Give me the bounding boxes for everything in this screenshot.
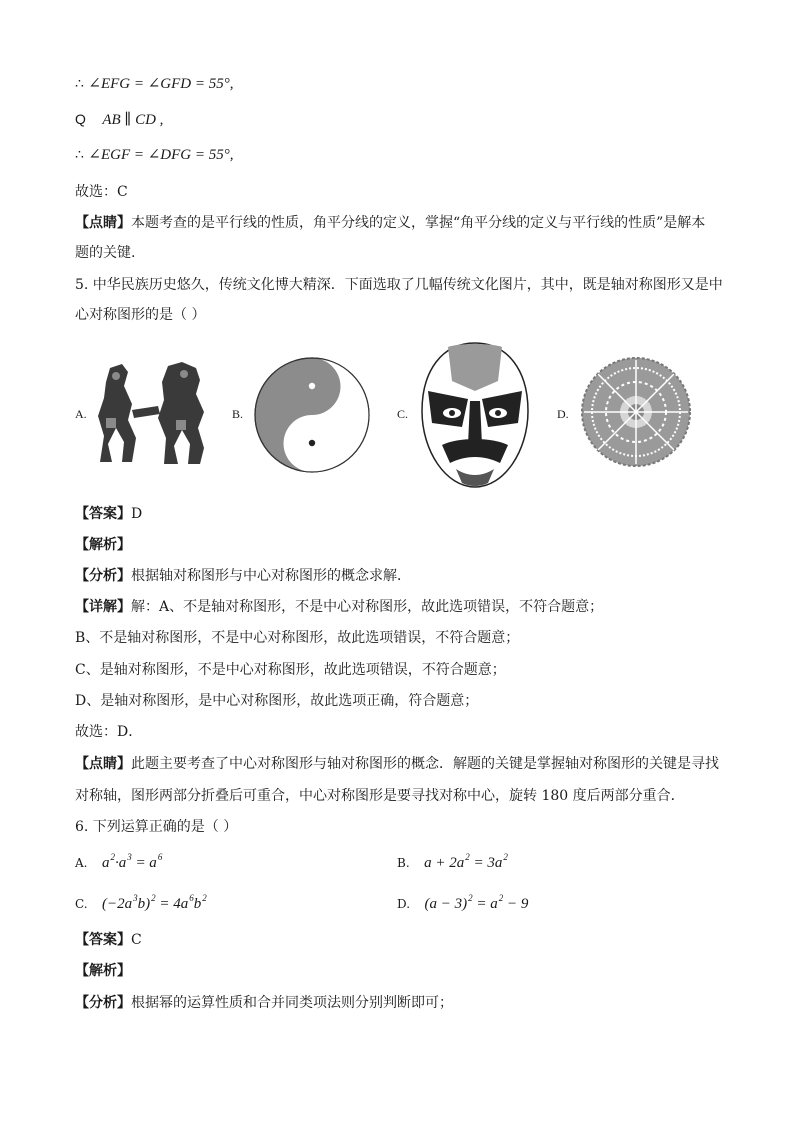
q6-option-d	[397, 895, 528, 914]
shadow-puppet-figure	[92, 358, 212, 470]
answer-value: D	[131, 506, 143, 522]
option-b-math: $a + 2a^2 = 3a^2$	[424, 852, 508, 871]
question-6: 6. 下列运算正确的是（ ）	[75, 819, 238, 835]
jiexi-6: 【解析】	[75, 963, 131, 979]
dianjing-4	[75, 214, 705, 232]
answer-6	[75, 931, 142, 949]
section-tag: 【详解】	[75, 599, 131, 615]
therefore-symbol: ∴	[75, 147, 84, 163]
xiangjie-5	[75, 598, 603, 616]
jiexi-5: 【解析】	[75, 537, 131, 553]
section-text: 此题主要考查了中心对称图形与轴对称图形的概念．解题的关键是掌握轴对称图形的关键是寻找	[131, 756, 719, 772]
q6-option-c	[75, 895, 207, 914]
section-text: 本题考查的是平行线的性质，角平分线的定义，掌握“角平分线的定义与平行线的性质”是解本	[131, 215, 706, 231]
answer-5	[75, 505, 142, 523]
option-a-label: A.	[75, 407, 87, 421]
dianjing-4-cont: 题的关键.	[75, 245, 136, 261]
yin-yang-figure	[254, 357, 370, 473]
detail-b: B、不是轴对称图形，不是中心对称图形，故此选项错误，不符合题意；	[75, 630, 520, 646]
because-symbol: Q	[75, 111, 86, 127]
detail-d: D、是轴对称图形，是中心对称图形，故此选项正确，符合题意；	[75, 693, 479, 709]
option-label: A.	[75, 856, 88, 870]
option-b-label: B.	[232, 407, 244, 421]
section-text: 根据幂的运算性质和合并同类项法则分别判断即可；	[131, 995, 453, 1011]
select-5: 故选：D．	[75, 724, 143, 740]
proof-line-2	[75, 110, 163, 129]
opera-mask-figure	[418, 341, 532, 489]
paper-cut-figure	[580, 356, 692, 468]
section-tag: 【答案】	[75, 506, 131, 522]
section-tag: 【答案】	[75, 932, 131, 948]
therefore-symbol: ∴	[75, 76, 84, 92]
section-tag: 【点睛】	[75, 756, 131, 772]
option-a-math: $a^2\cdot a^3 = a^6$	[101, 852, 163, 871]
option-d-math: $(a - 3)^2 = a^2 - 9$	[424, 893, 529, 912]
answer-value: C	[131, 932, 142, 948]
option-label: B.	[397, 856, 410, 870]
q6-option-a	[75, 854, 162, 873]
section-tag: 【点睛】	[75, 215, 131, 231]
math-expression: AB ∥ CD ,	[102, 112, 164, 128]
question-5-line-1: 5. 中华民族历史悠久，传统文化博大精深．下面选取了几幅传统文化图片，其中，既是轴对称图形又是中	[75, 277, 723, 293]
math-expression: ∠EFG = ∠GFD = 55°,	[88, 76, 234, 92]
answer-select-4: 故选：C	[75, 184, 128, 200]
section-text: 解：A、不是轴对称图形，不是中心对称图形，故此选项错误，不符合题意；	[131, 599, 604, 615]
option-d-label: D.	[557, 407, 569, 421]
section-text: 根据轴对称图形与中心对称图形的概念求解．	[131, 568, 411, 584]
detail-c: C、是轴对称图形，不是中心对称图形，故此选项错误，不符合题意；	[75, 662, 506, 678]
proof-line-1	[75, 75, 234, 93]
section-tag: 【分析】	[75, 995, 131, 1011]
option-label: C.	[75, 897, 88, 911]
proof-line-3	[75, 146, 234, 164]
fenxi-5	[75, 567, 411, 585]
option-c-math: $(-2a^3b)^2 = 4a^6b^2$	[102, 893, 207, 912]
dianjing-5	[75, 755, 719, 773]
math-expression: ∠EGF = ∠DFG = 55°,	[88, 147, 234, 163]
option-label: D.	[397, 897, 411, 911]
q6-option-b	[397, 854, 508, 873]
option-c-label: C.	[397, 407, 409, 421]
dianjing-5-cont: 对称轴，图形两部分折叠后可重合，中心对称图形是要寻找对称中心，旋转 180 度后两部分重合．	[75, 788, 685, 804]
question-5-line-2: 心对称图形的是（ ）	[75, 307, 206, 323]
fenxi-6	[75, 994, 453, 1012]
section-tag: 【分析】	[75, 568, 131, 584]
